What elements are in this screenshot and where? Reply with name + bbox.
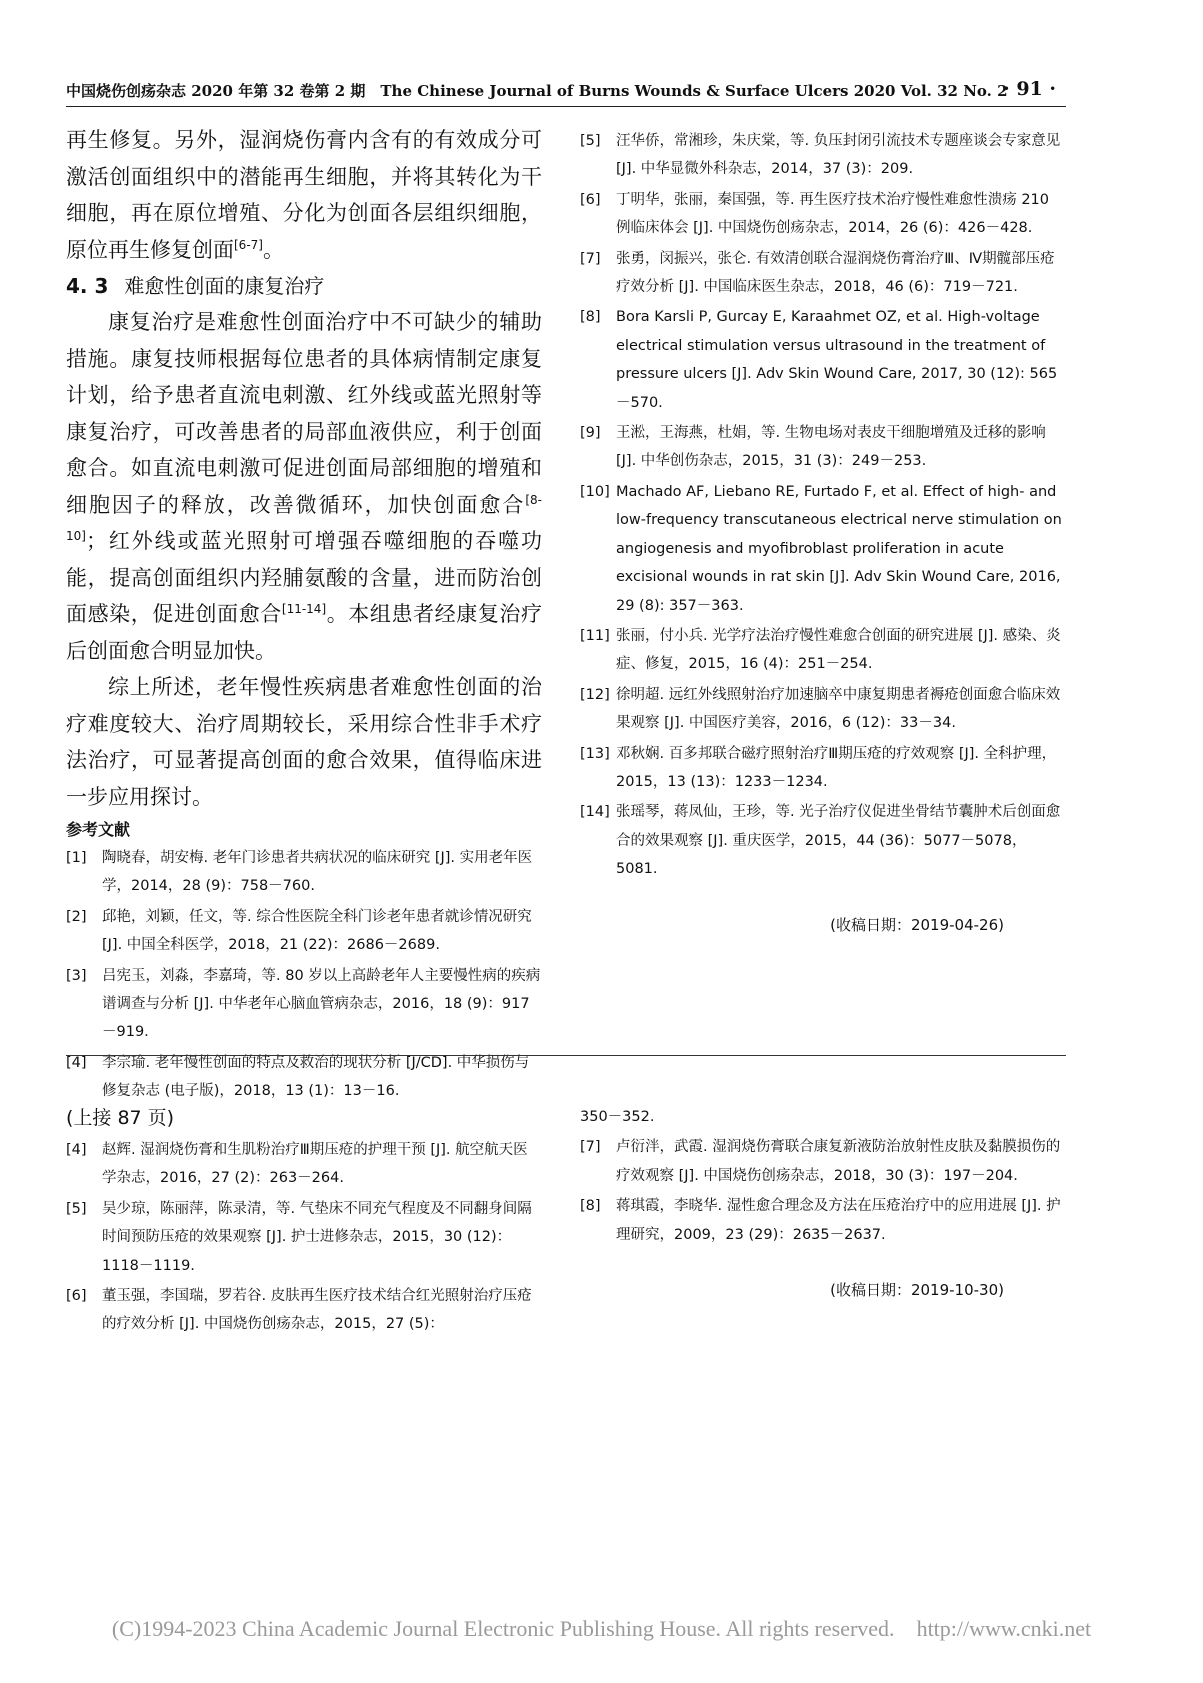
- citation: [6-7]: [234, 237, 263, 252]
- references-title: 参考文献: [66, 820, 131, 839]
- reference-number: [11]: [580, 627, 610, 644]
- reference-number: [7]: [580, 250, 601, 267]
- received-date: (收稿日期：2019-04-26): [830, 915, 1004, 934]
- section-title: 难愈性创面的康复治疗: [124, 274, 325, 298]
- reference-list-left: [66, 844, 542, 1106]
- copyright-footer: [0, 1616, 1203, 1642]
- reference-number: [10]: [580, 483, 610, 500]
- continued-right-column: [580, 1103, 1066, 1300]
- reference-number: [6]: [66, 1288, 87, 1305]
- reference-text: 丁明华，张丽，秦国强，等. 再生医疗技术治疗慢性难愈性溃疡 210 例临床体会 [J]. 中国烧伤创疡杂志，2014，26 (6)：426－428.: [616, 191, 1050, 237]
- reference-number: [8]: [580, 1198, 601, 1215]
- reference-number: [9]: [580, 425, 601, 442]
- reference-item: [580, 1192, 1066, 1249]
- section-heading: [66, 268, 542, 304]
- reference-text: 张丽，付小兵. 光学疗法治疗慢性难愈合创面的研究进展 [J]. 感染、炎症、修复，2015，16 (4)：251－254.: [616, 627, 1061, 673]
- para2-text-c: 。本组患者经康复治疗后创面愈合明显加快。: [66, 602, 543, 663]
- reference-item: [580, 798, 1066, 883]
- reference-text: 李宗瑜. 老年慢性创面的特点及救治的现状分析 [J/CD]. 中华损伤与修复杂志 (电子版)，2018，13 (1)：13－16.: [102, 1054, 530, 1100]
- body-paragraph-2: [66, 304, 542, 669]
- reference-text: 陶晓春，胡安梅. 老年门诊患者共病状况的临床研究 [J]. 实用老年医学，2014，28 (9)：758－760.: [102, 850, 533, 895]
- reference-text: 卢衍泮，武霞. 湿润烧伤膏联合康复新液防治放射性皮肤及黏膜损伤的疗效观察 [J]. 中国烧伤创疡杂志，2018，30 (3)：197－204.: [616, 1139, 1061, 1184]
- running-header: [66, 76, 1066, 107]
- journal-running-title: 中国烧伤创疡杂志 2020 年第 32 卷第 2 期 The Chinese Journal of Burns Wounds & Surface Ulcers 2020 Vol. 32 No. 2: [66, 82, 1008, 100]
- site-url: http://www.cnki.net: [916, 1616, 1092, 1641]
- reference-text: 王淞，王海燕，杜娟，等. 生物电场对表皮干细胞增殖及迁移的影响 [J]. 中华创伤杂志，2015，31 (3)：249－253.: [616, 425, 1046, 470]
- reference-item: [66, 1136, 542, 1193]
- continued-from-label: (上接 87 页): [66, 1107, 175, 1129]
- reference-item: [66, 1195, 542, 1280]
- reference-item: [580, 478, 1066, 620]
- reference-text: 邱艳，刘颖，任文，等. 综合性医院全科门诊老年患者就诊情况研究 [J]. 中国全科医学，2018，21 (22)：2686－2689.: [102, 908, 532, 954]
- reference-item: [580, 186, 1066, 243]
- reference-text: 董玉强，李国瑞，罗若谷. 皮肤再生医疗技术结合红光照射治疗压疮的疗效分析 [J]. 中国烧伤创疡杂志，2015，27 (5)：: [102, 1288, 532, 1333]
- reference-item: [580, 127, 1066, 184]
- citation: [11-14]: [281, 602, 327, 616]
- para2-text-b: ；红外线或蓝光照射可增强吞噬细胞的吞噬功能，提高创面组织内羟脯氨酸的含量，进而防治创面感染，促进创面愈合: [66, 529, 542, 626]
- reference-number: [14]: [580, 804, 610, 821]
- section-divider: [66, 1055, 1066, 1056]
- reference-number: [5]: [66, 1200, 87, 1217]
- right-column: [580, 127, 1066, 935]
- reference-text: 徐明超. 远红外线照射治疗加速脑卒中康复期患者褥疮创面愈合临床效果观察 [J]. 中国医疗美容，2016，6 (12)：33－34.: [616, 686, 1061, 732]
- reference-item: [580, 419, 1066, 476]
- copyright-text: (C)1994-2023 China Academic Journal Electronic Publishing House. All rights reserved.: [111, 1616, 895, 1641]
- reference-text: 汪华侨，常湘珍，朱庆棠，等. 负压封闭引流技术专题座谈会专家意见 [J]. 中华显微外科杂志，2014，37 (3)：209.: [616, 133, 1061, 178]
- reference-item: [66, 903, 542, 960]
- reference-item: [580, 245, 1066, 302]
- para2-text-a: 康复治疗是难愈性创面治疗中不可缺少的辅助措施。康复技师根据每位患者的具体病情制定康复计划，给予患者直流电刺激、红外线或蓝光照射等康复治疗，可改善患者的局部血液供应，利于创面愈合。如直流电刺激可促进创面局部细胞的增殖和细胞因子的释放，改善微循环，加快创面愈合: [66, 310, 542, 517]
- reference-number: [2]: [66, 908, 87, 925]
- reference-text: 张勇，闵振兴，张仑. 有效清创联合湿润烧伤膏治疗Ⅲ、Ⅳ期髋部压疮疗效分析 [J]. 中国临床医生杂志，2018，46 (6)：719－721.: [616, 250, 1055, 296]
- reference-item: [66, 1282, 542, 1339]
- reference-item: [580, 622, 1066, 679]
- page-number: · 91 ·: [1003, 78, 1056, 100]
- reference-number: [5]: [580, 133, 601, 149]
- reference-number: [1]: [66, 850, 87, 866]
- citation: [8-10]: [66, 492, 542, 543]
- reference-number: [4]: [66, 1142, 87, 1158]
- reference-text: Bora Karsli P, Gurcay E, Karaahmet OZ, et al. High-voltage electrical stimulation versus ultrasound in the treatment of pressure ulcers [J]. Adv Skin Wound Care, 2017, 30 (12): 565－570.: [616, 309, 1058, 411]
- reference-item: [580, 681, 1066, 738]
- reference-continuation: 350－352.: [580, 1109, 655, 1125]
- reference-number: [8]: [580, 309, 601, 326]
- reference-number: [3]: [66, 967, 87, 984]
- reference-number: [4]: [66, 1054, 87, 1071]
- reference-item: [580, 740, 1066, 797]
- reference-text: 赵辉. 湿润烧伤膏和生肌粉治疗Ⅲ期压疮的护理干预 [J]. 航空航天医学杂志，2016，27 (2)：263－264.: [102, 1142, 528, 1187]
- reference-item: [66, 962, 542, 1047]
- para1-end: 。: [262, 237, 284, 262]
- reference-text: Machado AF, Liebano RE, Furtado F, et al. Effect of high- and low-frequency transcutaneous electrical nerve stimulation on angiogenesis and myofibroblast proliferation in acute excisional wounds in rat skin [J]. Adv Skin Wound Care, 2016, 29 (8): 357－363.: [616, 483, 1062, 614]
- reference-list-right: [580, 127, 1066, 884]
- received-date: (收稿日期：2019-10-30): [830, 1281, 1004, 1300]
- reference-item: [66, 1049, 542, 1106]
- reference-number: [12]: [580, 686, 610, 703]
- body-paragraph-1: [66, 122, 542, 268]
- reference-text: 吴少琼，陈丽萍，陈录清，等. 气垫床不同充气程度及不同翻身间隔时间预防压疮的效果观察 [J]. 护士进修杂志，2015，30 (12)：1118－1119.: [102, 1200, 532, 1274]
- reference-text: 邓秋娴. 百多邦联合磁疗照射治疗Ⅲ期压疮的疗效观察 [J]. 全科护理，2015，13 (13)：1233－1234.: [616, 745, 1057, 790]
- left-column: [66, 122, 542, 1108]
- reference-number: [7]: [580, 1139, 601, 1156]
- reference-item: [580, 1133, 1066, 1190]
- section-number: 4. 3: [66, 274, 109, 298]
- reference-text: 蒋琪霞，李晓华. 湿性愈合理念及方法在压疮治疗中的应用进展 [J]. 护理研究，2009，23 (29)：2635－2637.: [616, 1198, 1061, 1243]
- reference-text: 张瑶琴，蒋凤仙，王珍，等. 光子治疗仪促进坐骨结节囊肿术后创面愈合的效果观察 [J]. 重庆医学，2015，44 (36)：5077－5078，5081.: [616, 804, 1061, 878]
- reference-item: [66, 844, 542, 901]
- continued-reference-list-left: [66, 1136, 542, 1339]
- reference-number: [6]: [580, 191, 601, 208]
- body-paragraph-3: 综上所述，老年慢性疾病患者难愈性创面的治疗难度较大、治疗周期较长，采用综合性非手术疗法治疗，可显著提高创面的愈合效果，值得临床进一步应用探讨。: [66, 675, 542, 809]
- reference-number: [13]: [580, 745, 610, 762]
- reference-item: [580, 303, 1066, 417]
- continued-left-column: [66, 1103, 542, 1341]
- para1-text: 再生修复。另外，湿润烧伤膏内含有的有效成分可激活创面组织中的潜能再生细胞，并将其转化为干细胞，再在原位增殖、分化为创面各层组织细胞，原位再生修复创面: [66, 128, 542, 262]
- continued-reference-list-right: [580, 1133, 1066, 1249]
- reference-text: 吕宪玉，刘淼，李嘉琦，等. 80 岁以上高龄老年人主要慢性病的疾病谱调查与分析 [J]. 中华老年心脑血管病杂志，2016，18 (9)：917－919.: [102, 967, 541, 1041]
